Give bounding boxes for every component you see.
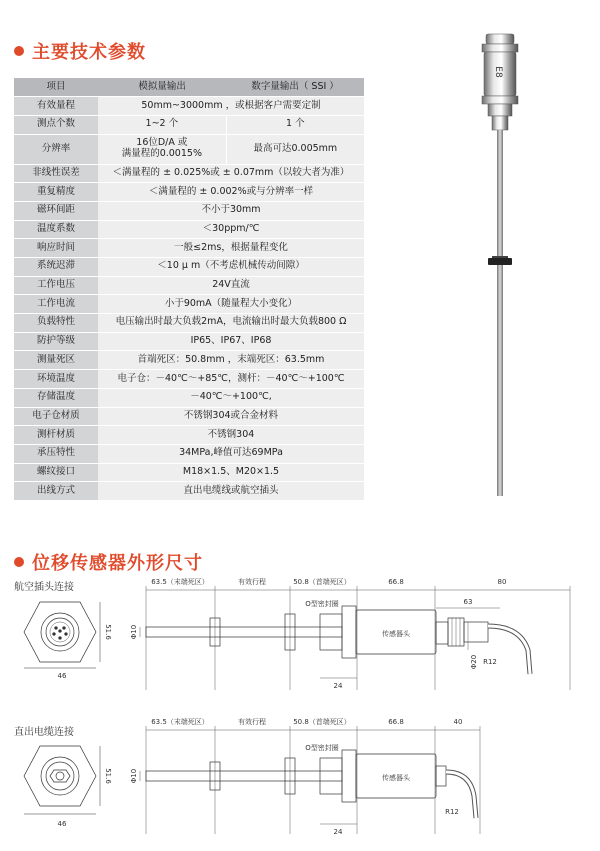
label-o-ring: O型密封圈	[305, 600, 339, 608]
side-view	[140, 586, 570, 690]
drawing-direct-cable	[0, 708, 600, 846]
label-o-ring: O型密封圈	[305, 744, 339, 752]
row-label: 螺纹接口	[14, 463, 98, 482]
dim-stroke: 有效行程	[238, 578, 266, 586]
row-label: 工作电压	[14, 276, 98, 295]
row-value: ＜30ppm/℃	[98, 220, 364, 239]
dim-connector-length: 80	[497, 578, 507, 586]
dim-plug-diameter: Φ20	[470, 654, 478, 670]
dim-stroke: 有效行程	[238, 718, 266, 726]
row-value: 不锈钢304	[98, 426, 364, 445]
row-label: 出线方式	[14, 482, 98, 501]
row-value: 24V直流	[98, 276, 364, 295]
row-value: ＜满量程的 ± 0.002%或与分辨率一样	[98, 183, 364, 202]
table-row	[14, 220, 364, 239]
dim-head-length: 66.8	[388, 718, 404, 726]
dim-front-height: 51.6	[104, 768, 112, 784]
table-row	[14, 183, 364, 202]
table-row	[14, 314, 364, 333]
row-label: 工作电流	[14, 295, 98, 314]
dim-flange: 24	[333, 828, 343, 836]
row-value: M18×1.5、M20×1.5	[98, 463, 364, 482]
dim-tail-dead: 63.5（末端死区）	[151, 578, 209, 586]
dim-bend-radius: R12	[483, 658, 497, 666]
section-title-text: 主要技术参数	[32, 42, 146, 63]
table-header-item: 项目	[14, 78, 98, 97]
row-value-analog: 1~2 个	[98, 115, 226, 134]
table-header-analog: 模拟量输出	[98, 78, 226, 97]
row-value: 不锈钢304或合金材料	[98, 407, 364, 426]
row-label: 防护等级	[14, 332, 98, 351]
dim-rod-diameter: Φ10	[130, 768, 138, 784]
bullet-dot-icon	[14, 46, 24, 56]
dim-flange: 24	[333, 682, 343, 690]
row-label: 测杆材质	[14, 426, 98, 445]
drawing2-caption: 直出电缆连接	[14, 727, 74, 738]
row-value: 直出电缆线或航空插头	[98, 482, 364, 501]
dim-front-height: 51.6	[104, 624, 112, 640]
sensor-head	[482, 34, 518, 130]
drawing-aviation-plug	[0, 570, 600, 702]
table-row	[14, 426, 364, 445]
row-label: 电子仓材质	[14, 407, 98, 426]
row-label: 非线性误差	[14, 164, 98, 183]
front-view	[24, 602, 100, 668]
row-label: 环境温度	[14, 370, 98, 389]
row-label: 系统迟滞	[14, 258, 98, 277]
drawing1-caption: 航空插头连接	[14, 582, 74, 593]
side-view	[140, 726, 480, 834]
table-header-row	[14, 78, 364, 97]
row-label: 存储温度	[14, 388, 98, 407]
row-value: 34MPa,峰值可达69MPa	[98, 444, 364, 463]
table-row	[14, 332, 364, 351]
front-view	[24, 746, 100, 814]
row-value: －40℃～+100℃,	[98, 388, 364, 407]
table-row	[14, 115, 364, 134]
dim-front-width: 46	[57, 672, 67, 680]
analog-line-2: 满量程的0.0015%	[121, 148, 202, 160]
sensor-product-image	[400, 30, 600, 500]
magnet-ring	[488, 256, 512, 265]
dim-head-dead: 50.8（首端死区）	[293, 718, 351, 726]
spec-table	[14, 78, 364, 501]
table-row	[14, 388, 364, 407]
row-value: IP65、IP67、IP68	[98, 332, 364, 351]
row-value: ＜10 μ m（不考虑机械传动间隙）	[98, 258, 364, 277]
bullet-dot-icon	[14, 557, 24, 567]
label-sensor-head: 传感器头	[382, 774, 410, 782]
table-row	[14, 276, 364, 295]
table-row	[14, 258, 364, 277]
dim-connector-body: 63	[463, 598, 473, 606]
row-value: ＜满量程的 ± 0.025%或 ± 0.07mm（以较大者为准）	[98, 164, 364, 183]
dim-rod-diameter: Φ10	[130, 624, 138, 640]
row-label: 温度系数	[14, 220, 98, 239]
table-row	[14, 463, 364, 482]
row-value: 50mm~3000mm ，或根据客户需要定制	[98, 97, 364, 116]
row-value: 电子仓：－40℃～+85℃，测杆：－40℃～+100℃	[98, 370, 364, 389]
section-title-text: 位移传感器外形尺寸	[32, 553, 203, 574]
section-title-specs	[14, 38, 146, 64]
table-row	[14, 134, 364, 164]
row-label: 测量死区	[14, 351, 98, 370]
table-row	[14, 444, 364, 463]
table-row	[14, 407, 364, 426]
row-label: 响应时间	[14, 239, 98, 258]
table-row	[14, 201, 364, 220]
row-label: 测点个数	[14, 115, 98, 134]
sensor-label: E8	[493, 66, 503, 78]
row-value: 电压输出时最大负载2mA，电流输出时最大负载800 Ω	[98, 314, 364, 333]
row-value-analog	[98, 134, 226, 164]
table-header-digital: 数字量输出（ SSI ）	[226, 78, 364, 97]
table-row	[14, 239, 364, 258]
row-value: 不小于30mm	[98, 201, 364, 220]
row-label: 分辨率	[14, 134, 98, 164]
dim-front-width: 46	[57, 820, 67, 828]
row-label: 重复精度	[14, 183, 98, 202]
row-label: 磁环间距	[14, 201, 98, 220]
row-value: 小于90mA（随量程大小变化）	[98, 295, 364, 314]
row-label: 负载特性	[14, 314, 98, 333]
row-value: 首端死区：50.8mm ，末端死区：63.5mm	[98, 351, 364, 370]
dim-tail-dead: 63.5（末端死区）	[151, 718, 209, 726]
table-row	[14, 351, 364, 370]
row-value: 一般≤2ms，根据量程变化	[98, 239, 364, 258]
table-row	[14, 482, 364, 501]
row-label: 有效量程	[14, 97, 98, 116]
dim-bend-radius: R12	[445, 808, 459, 816]
row-label: 承压特性	[14, 444, 98, 463]
dim-cable-length: 40	[453, 718, 463, 726]
dim-head-length: 66.8	[388, 578, 404, 586]
row-value-digital: 1 个	[226, 115, 364, 134]
table-row	[14, 295, 364, 314]
row-value-digital: 最高可达0.005mm	[226, 134, 364, 164]
table-row	[14, 97, 364, 116]
sensor-rod	[497, 130, 503, 496]
analog-line-1: 16位D/A 或	[136, 137, 188, 149]
table-row	[14, 164, 364, 183]
dim-head-dead: 50.8（首端死区）	[293, 578, 351, 586]
table-row	[14, 370, 364, 389]
label-sensor-head: 传感器头	[382, 630, 410, 638]
